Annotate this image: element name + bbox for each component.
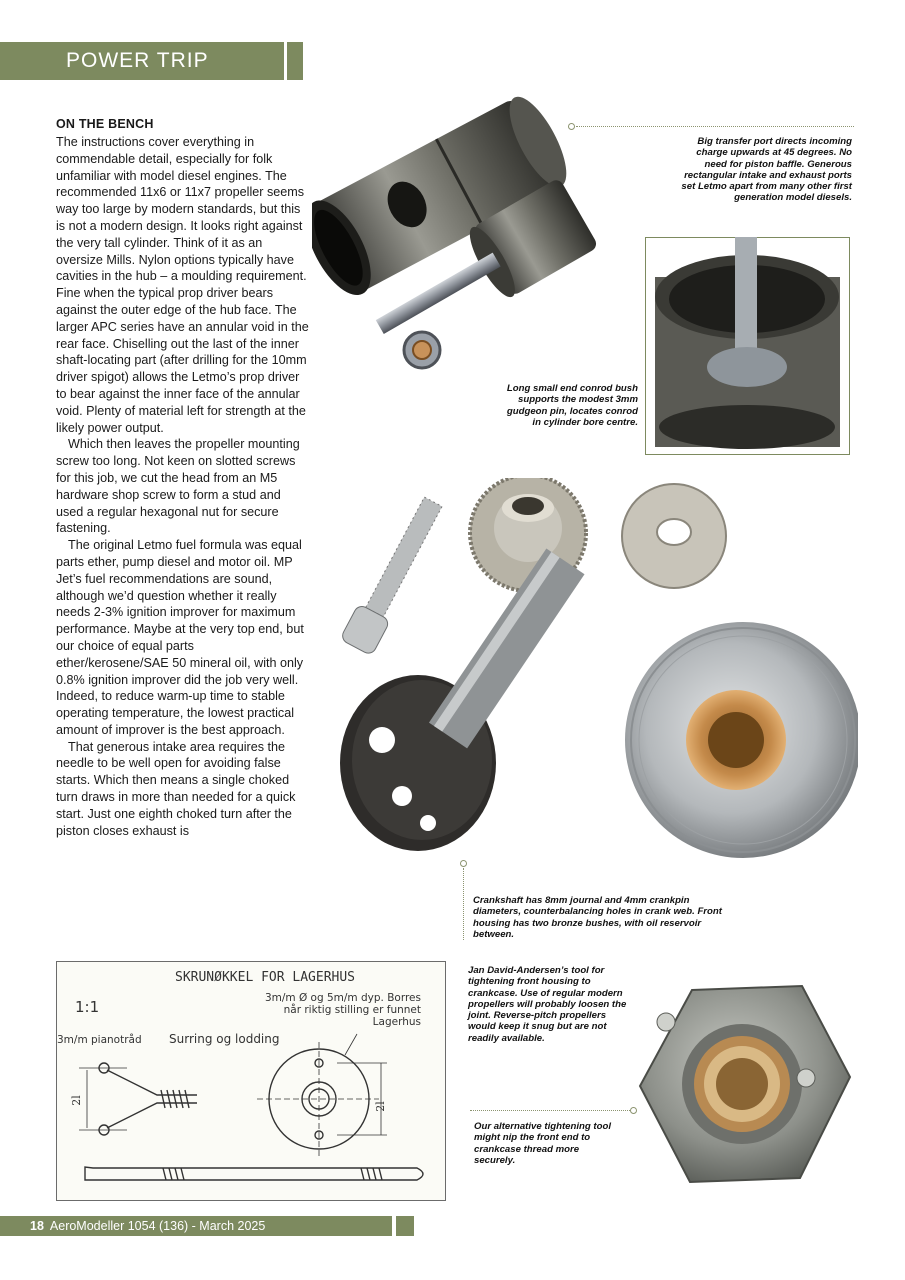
page-number: 18: [30, 1219, 44, 1233]
section-header-bar: [0, 42, 284, 80]
page-footer: [0, 1216, 392, 1236]
caption-leader-marker: [460, 860, 467, 867]
caption-leader-marker: [568, 123, 575, 130]
section-title: POWER TRIP: [66, 49, 209, 72]
caption-conrod: Long small end conrod bush supports the modest 3mm gudgeon pin, locates conrod in cylinder bore centre.: [506, 383, 638, 428]
drawing-linework: [57, 962, 445, 1200]
drawing-wire-label: 3m/m pianotråd: [57, 1034, 142, 1046]
caption-transfer-port: Big transfer port directs incoming charge upwards at 45 degrees. No need for piston baffle. Generous rectangular intake and exhaust ports set Letmo apart from many other first generation model diesels.: [681, 136, 852, 204]
article-paragraph-1: The instructions cover everything in commendable detail, especially for folk unfamiliar with model diesel engines. The recommended 11x6 or 11x7 propeller seems way too large by modern standards, but this is not a modern design. It looks right against the very tall cylinder. Think of it as an oversize Mills. Nylon options typically have cavities in the hub – a moulding requirement. Fine when the typical prop driver bears against the outer edge of the hub face. The larger APC series have an annular void in the rear face. Chiselling out the last of the inner shaft-locating part (after drilling for the 10mm driver spigot) allows the Letmo’s prop driver to bear against the inner face of the annular void. Plenty of material left for strength at the likely power output.: [56, 135, 309, 435]
caption-alt-tool: Our alternative tightening tool might nip the front end to crankcase thread more securely.: [474, 1121, 611, 1166]
crankshaft-housing-photo: [338, 478, 858, 868]
article-paragraph-2: Which then leaves the propeller mounting screw too long. Not keen on slotted screws for this job, we cut the head from an M5 hardware shop screw to form a stud and used a regular hexagonal nut for secure fastening.: [56, 437, 300, 536]
drawing-title: SKRUNØKKEL FOR LAGERHUS: [175, 970, 356, 985]
caption-crankshaft: Crankshaft has 8mm journal and 4mm crankpin diameters, counterbalancing holes in crank web. Front housing has two bronze bushes, with oil reservoir between.: [473, 895, 722, 940]
drawing-scale: 1:1: [75, 998, 100, 1016]
publication-info: AeroModeller 1054 (136) - March 2025: [49, 1219, 266, 1233]
caption-leader-line: [470, 1110, 630, 1111]
article-body: [56, 134, 310, 839]
header-accent-tab: [287, 42, 303, 80]
caption-leader-line: [463, 868, 464, 940]
tool-drawing: [56, 961, 446, 1201]
cylinder-piston-photo: [312, 88, 622, 388]
caption-leader-marker: [630, 1107, 637, 1114]
article-paragraph-4: That generous intake area requires the needle to be well open for avoiding false starts. Which then means a single choked turn draws in more than needed for a quick start. Just one eighth choked turn after the piston closes exhaust is: [56, 739, 296, 838]
hex-tool-photo: [632, 982, 854, 1200]
drawing-dim-left: 2l: [69, 1095, 83, 1106]
article-subheading: ON THE BENCH: [56, 117, 154, 131]
cylinder-bore-photo: [645, 237, 850, 455]
article-paragraph-3: The original Letmo fuel formula was equal parts ether, pump diesel and motor oil. MP Jet’s fuel recommendations are sound, although we’d question whether it really needs 2-3% ignition improver for maximum performance. Maybe at the very top end, but our choice of equal parts ether/kerosene/SAE 50 mineral oil, with only 0.8% ignition improver did the job very well. Indeed, to reduce warm-up time to stable operating temperature, the lowest practical amount of improver is the best approach.: [56, 538, 304, 737]
footer-accent-tab: [396, 1216, 414, 1236]
drawing-note-line-1: 3m/m Ø og 5m/m dyp. Borres: [264, 992, 421, 1004]
caption-leader-line: [576, 126, 854, 127]
drawing-binding-label: Surring og lodding: [169, 1032, 280, 1046]
drawing-dim-right: 2l: [373, 1101, 387, 1112]
caption-tool: Jan David-Andersen’s tool for tightening front housing to crankcase. Use of regular modern propellers will probably loosen the joint. Reverse-pitch propellers would keep it snug but are not readily available.: [468, 965, 627, 1044]
drawing-housing-label: Lagerhus: [372, 1016, 421, 1028]
drawing-note-line-2: når riktig stilling er funnet: [283, 1004, 421, 1016]
